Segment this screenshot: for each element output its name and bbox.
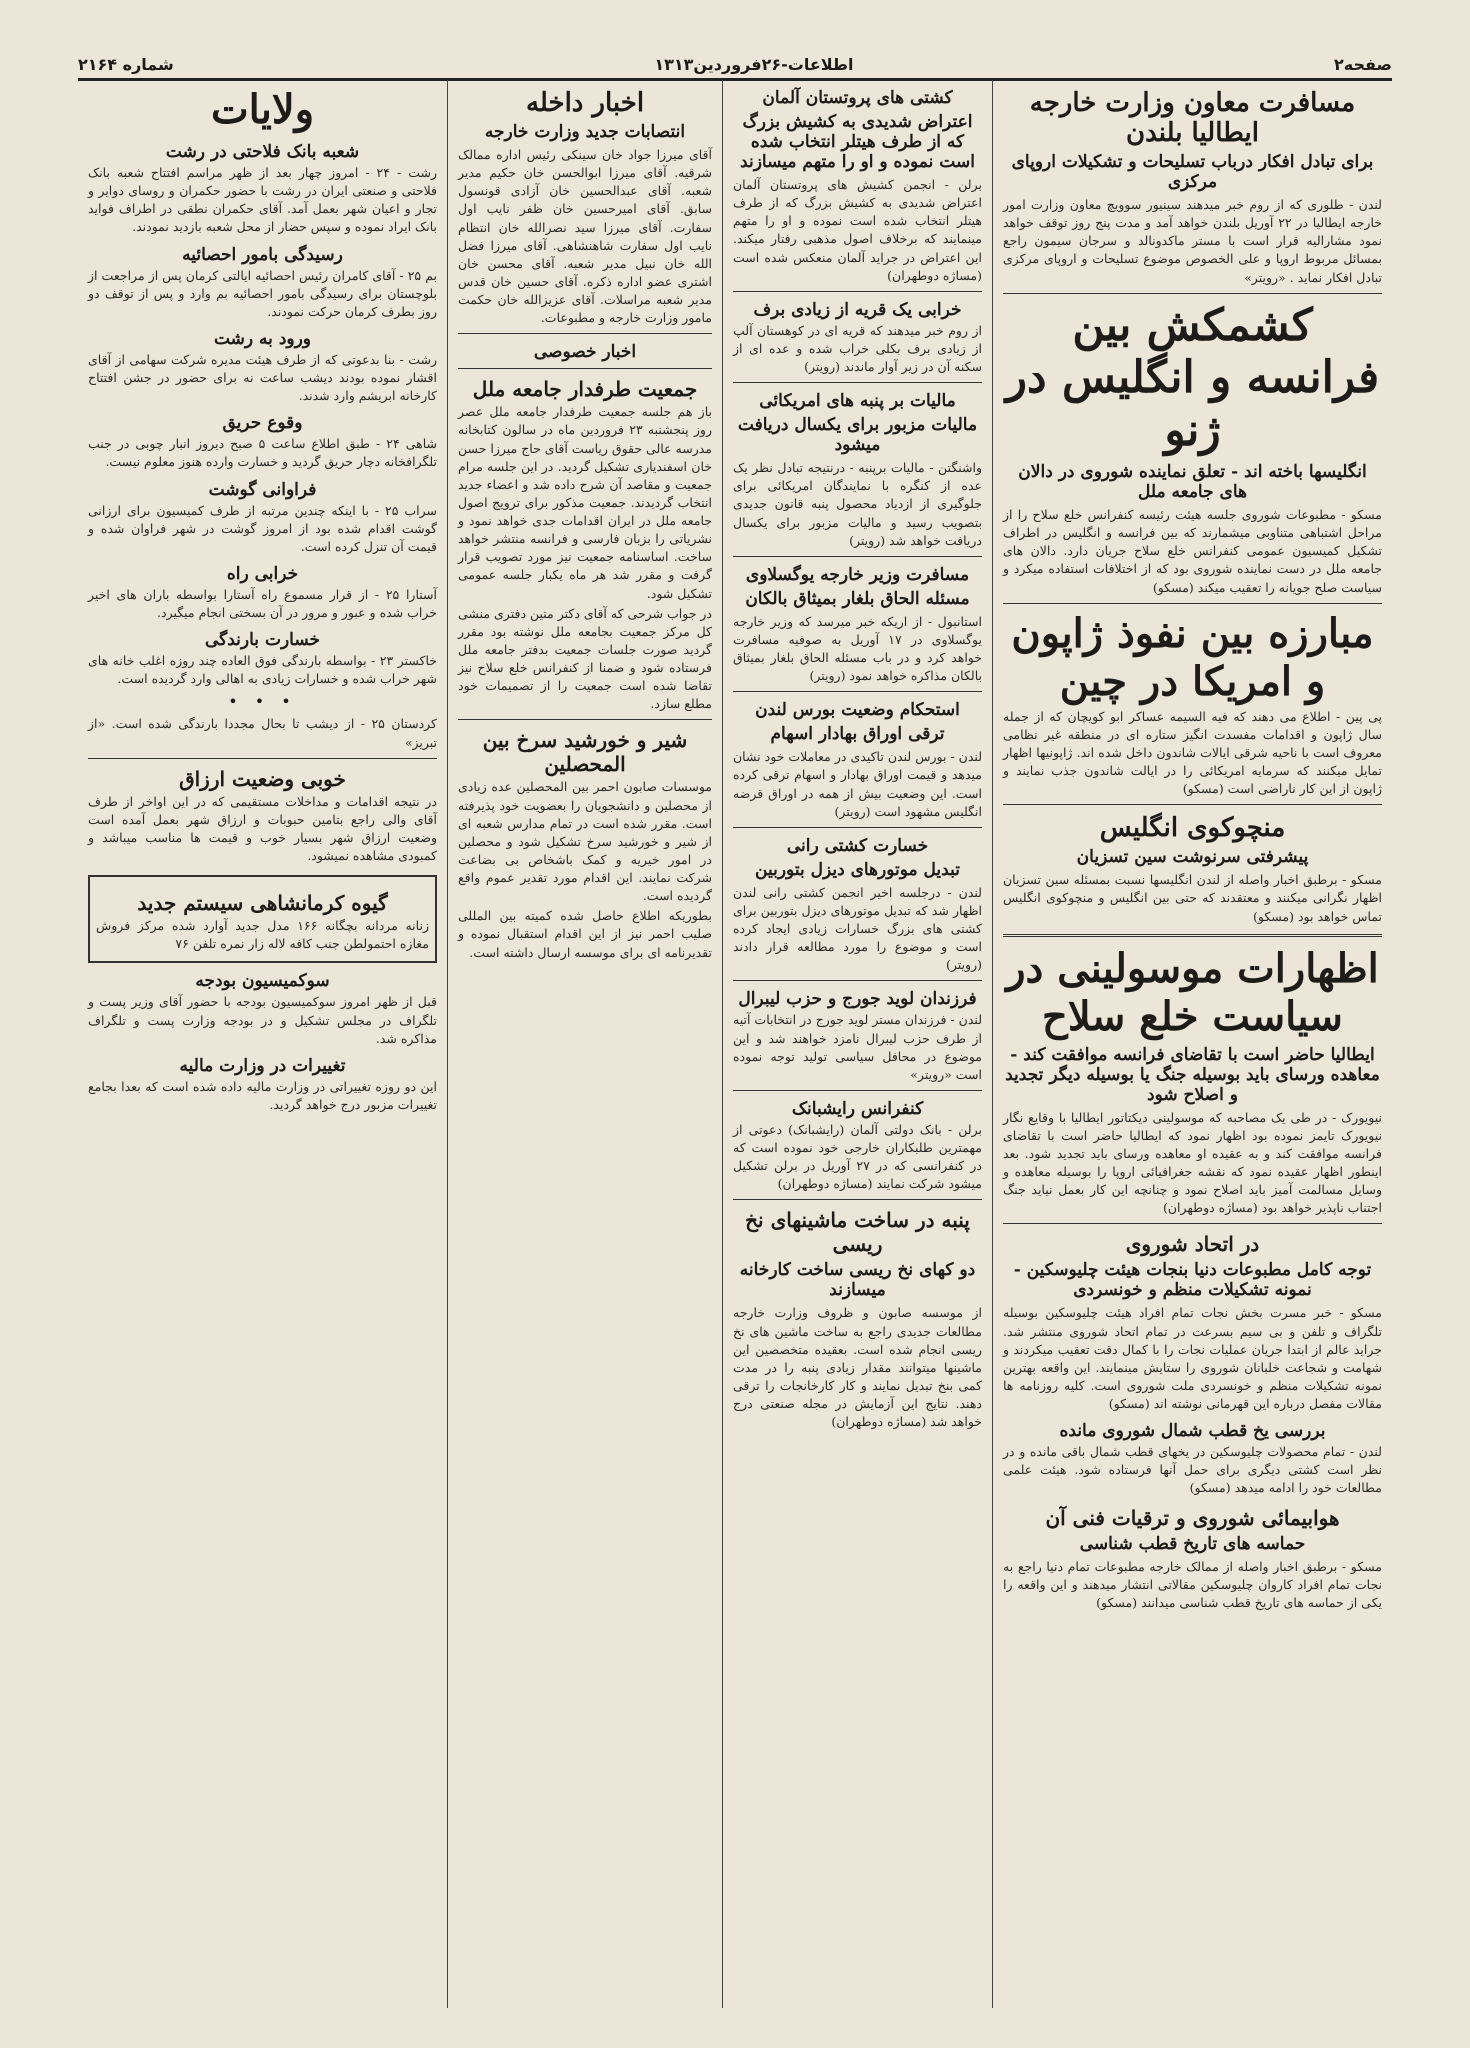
article-body: مسکو - برطبق اخبار واصله از ممالک خارجه مطبوعات تمام دنیا راجع به نجات تمام افراد کاروان چلیوسکین مقالاتی انتشار میدهند و این واقعه را یکی از حماسه های تاریخ قطب شناسی میدانند (مسکو) — [1003, 1558, 1382, 1610]
divider — [88, 758, 437, 759]
advertisement-headline: گیوه کرمانشاهی سیستم جدید — [137, 891, 388, 916]
article-body: بم ۲۵ - آقای کامران رئیس احصائیه ایالتی کرمان پس از مراجعت از بلوچستان برای رسیدگی بامور احصائیه بم وارد و پس از توقف دو روز بطرف کرمان حرکت نمودند. — [88, 267, 437, 319]
article-headline: شعبه بانک فلاحتی در رشت — [165, 142, 360, 162]
article-headline: کشتی های پروتستان آلمان — [762, 88, 953, 108]
section-heading: ولایات — [210, 86, 315, 133]
article-body: باز هم جلسه جمعیت طرفدار جامعه ملل عصر روز پنجشنبه ۲۳ فروردین ماه در سالون کتابخانه مدرسه عالی حقوق ریاست آقای حاج میرزا حسن خان اسفندیاری تشکیل گردید. در این جلسه مرام جمعیت و مقاصد آن شرح داده شد و اعضاء جدید انتخاب گردیدند. جمعیت مذکور برای ترویج اصول جامعه ملل در ایران اقدامات جدی خواهد نمود و نشریاتی را بزبان فارسی و فرانسه منتشر خواهد ساخت. اساسنامه جمعیت نیز مورد تصویب قرار گرفت و مقرر شد هر ماه یکبار جلسه عمومی تشکیل شود. — [458, 404, 713, 601]
divider — [733, 691, 982, 692]
article-body: لندن - فرزندان مستر لوید جورج در انتخابات آتیه از طرف حزب لیبرال نامزد خواهند شد و این موضوع در محافل سیاسی تولید توجه نموده است «رویتر» — [733, 1012, 982, 1082]
article-body: از موسسه صابون و ظروف وزارت خارجه مطالعات جدیدی راجع به ساخت ماشین های نخ ریسی انجام شده است. بعقیده متخصصین این ماشینها میتوانند مقدار زیادی پنبه را در مدت کمی بنخ تبدیل نمایند و کار کارخانجات را ترقی دهند. نتایج این آزمایش در مجله صنعتی درج خواهد شد (مساژه دوطهران) — [733, 1305, 982, 1430]
article-body: رشت - ۲۴ - امروز چهار بعد از ظهر مراسم افتتاح شعبه بانک فلاحتی و صنعتی ایران در رشت با حضور حکمران و روسای دوایر و تجار و اعیان شهر بعمل آمد. آقای حکمران نطقی در اطراف فواید بانک ایراد نموده و سپس حضار از محل شعبه بازدید نمودند. — [88, 165, 437, 235]
article-headline: کنفرانس رایشبانک — [791, 1098, 924, 1119]
advertisement-body: زنانه مردانه بچگانه ۱۶۶ مدل جدید آوارد شده مرکز فروش مغازه احتمولطن جنب کافه لاله زار نمره تلفن ۷۶ — [96, 918, 429, 952]
article-subheadline: مالیات مزبور برای یکسال دریافت میشود — [737, 415, 978, 456]
separator-stars: • • • — [228, 692, 297, 712]
article-body: پی پین - اطلاع می دهند که فیه السیمه عساکر ابو کویچان که از جمله سال ژاپون و اقدامات مفسدت انگیز ستاره ای در منطقه غیر نظامی معروف است با ناحیه شرقی ایالات شاندون داخل شده اند. ژاپونیها اظهار تمایل میکنند که سرمایه امریکائی را در ایالت شاندون جذب نمایند و ژاپون از این کار ناراضی است (مسکو) — [1003, 708, 1382, 797]
article-headline: سوکمیسیون بودجه — [195, 971, 330, 992]
masthead — [78, 34, 1392, 81]
article-headline: خسارت کشتی رانی — [786, 835, 929, 856]
article-headline: هوابیمائی شوروی و ترقیات فنی آن — [1045, 1505, 1340, 1530]
divider — [1003, 804, 1382, 805]
divider — [1003, 293, 1382, 294]
article-body: سراب ۲۵ - با اینکه چندین مرتبه از طرف کمیسیون برای ارزانی گوشت اقدام شده بود از امروز گوشت در شهر فراوان شده و قیمت آن تنزل کرده است. — [88, 502, 438, 554]
divider — [733, 291, 982, 292]
section-heading: اخبار خصوصی — [533, 342, 637, 363]
article-headline: خسارت بارندگی — [204, 630, 321, 651]
divider — [733, 1090, 982, 1091]
article-body: نیویورک - در طی یک مصاحبه که موسولینی دیکتاتور ایطالیا با وقایع نگار نیویورک تایمز نموده بود اظهار نمود که ایطالیا حاضر است با تقاضای فرانسه موافقت کند و به عقیده او معاهده ورسای باید تجدید شود. بعد اینطور اظهار عقیده نمود که نقشه جغرافیائی اروپا را بوسیله معاهده و وسایل مسالمت آمیز باید اصلاح نمود و چنانچه این کار بعمل نیاید جنگ اجتناب ناپذیر خواهد بود (مساژه دوطهران) — [1003, 1109, 1382, 1216]
divider — [733, 827, 982, 828]
column-domestic-news — [447, 80, 722, 2008]
article-headline: فرزندان لوید جورج و حزب لیبرال — [738, 989, 977, 1010]
article-body: مسکو - مطبوعات شوروی جلسه هیئت رئیسه کنفرانس خلع سلاح را از مراحل اشتباهی متناوبی میشمارند که بین فرانسه و انگلیس در اطراف تشکیل کمیسیون عمومی کنفرانس خلع سلاح جریان دارد. دالان های جامعه ملل در دست نماینده شوروی بود که از اختلافات استفاده میکرد و سیاست صلح جویانه را تعقیب میکند (مسکو) — [1003, 507, 1382, 595]
divider — [733, 1199, 982, 1200]
article-headline: استحکام وضعیت بورس لندن — [755, 700, 960, 721]
page-number: صفحه۲ — [1334, 55, 1392, 74]
newspaper-title-date: اطلاعات-۲۶فروردین۱۳۱۳ — [654, 55, 854, 74]
article-body: در جواب شرحی که آقای دکتر متین دفتری منشی کل مرکز جمعیت بجامعه ملل نوشته بود مقرر گردید صورت جلسات جمعیت بدفتر جامعه ملل فرستاده شود و ضمنا از کنفرانس خلع سلاح نیز تقاضا شده است جمعیت را از تصمیمات خود مطلع سازد. — [458, 605, 712, 712]
article-body: برلن - انجمن کشیش های پروتستان آلمان اعتراض شدیدی به کشیش بزرگ که از طرف هیتلر انتخاب شده است نموده و او را متهم مینمایند که برخلاف اصول مذهبی رفتار میکند. این اعتراض در جراید آلمان منعکس شده است (مساژه دوطهران) — [733, 177, 982, 283]
column-provinces — [78, 80, 447, 2008]
article-body: بطوریکه اطلاع حاصل شده کمیته بین المللی صلیب احمر نیز از این اقدام استقبال نموده و تقدیرنامه ای برای موسسه ارسال داشته است. — [458, 908, 712, 960]
article-headline: منچوکوی انگلیس — [1099, 813, 1286, 844]
divider — [458, 333, 712, 334]
divider — [1003, 1223, 1382, 1224]
article-headline: جمعیت طرفدار جامعه ملل — [472, 377, 698, 402]
issue-number: شماره ۲۱۶۴ — [78, 55, 174, 74]
divider — [458, 719, 712, 720]
article-headline: خرابی یک قریه از زیادی برف — [753, 299, 962, 320]
article-subheadline: توجه کامل مطبوعات دنیا بنجات هیئت چلیوسکین - نمونه تشکیلات منظم و خونسردی — [1013, 1260, 1372, 1301]
section-heading: اخبار داخله — [525, 88, 645, 118]
article-subheadline: ایطالیا حاضر است با تقاضای فرانسه موافقت کند - معاهده ورسای باید بوسیله جنگ یا بوسیله دیگر تجدید و اصلاح شود — [1005, 1044, 1380, 1105]
article-headline: خرابی راه — [226, 563, 299, 584]
article-subheadline: حماسه های تاریخ قطب شناسی — [1079, 1533, 1306, 1554]
article-body: در نتیجه اقدامات و مداخلات مستقیمی که در این اواخر از طرف آقای والی راجع بتامین حبوبات و ارزاق شهر بعمل آمده است وضعیت ارزاق شهر بسیار خوب و قیمت ها مناسب میباشد و کمبودی مشاهده نمیشود. — [88, 793, 437, 863]
divider — [1003, 934, 1382, 937]
advertisement-box — [88, 875, 437, 963]
article-body: واشنگتن - مالیات برپنبه - درنتیجه تبادل نظر یک عده از کنگره با نمایندگان امریکائی برای جلوگیری از ازدیاد محصول پنبه قانون جدیدی بتصویب رسید و مالیات مزبور برای یکسال دریافت خواهد شد (رویتر) — [733, 460, 982, 548]
article-headline: شیر و خورشید سرخ بین المحصلین — [482, 728, 688, 777]
article-headline: مالیات بر پنبه های امریکائی — [759, 391, 956, 412]
article-subheadline: انتصابات جدید وزارت خارجه — [484, 122, 686, 142]
article-body: شاهی ۲۴ - طبق اطلاع ساعت ۵ صبح دیروز انبار چوبی در جنب تلگرافخانه دچار حریق گردید و خسارت وارده هنوز معلوم نیست. — [88, 436, 437, 470]
divider — [733, 382, 982, 383]
section-heading: در اتحاد شوروی — [1125, 1232, 1260, 1257]
article-body: قبل از ظهر امروز سوکمیسیون بودجه با حضور آقای وزیر پست و تلگراف در مجلس تشکیل و در بودجه وزارت پست و تلگراف مذاکره شد. — [88, 994, 437, 1046]
article-body: برلن - بانک دولتی آلمان (رایشبانک) دعوتی از مهمترین طلبکاران خارجی خود نموده است که در کنفرانسی که در ۲۷ آوریل در برلن تشکیل میشود شرکت نمایند (مساژه دوطهران) — [733, 1121, 982, 1192]
article-headline: خوبی وضعیت ارزاق — [179, 766, 346, 791]
article-body: مسکو - خبر مسرت بخش نجات تمام افراد هیئت چلیوسکین بوسیله تلگراف و تلفن و بی سیم بسرعت در تمام اتحاد شوروی منتشر شد. جراید عالم از ابتدا جریان عملیات نجات را با کمال دقت تعقیب میکردند و شهامت و شجاعت خلبانان شوروی را ستایش مینمایند. این واقعه بهترین نمونه تشکیلات منظم و خونسردی ملت شوروی است. کلیه روزنامه ها مقالات مفصل درباره این قهرمانی نوشته اند (مسکو) — [1003, 1305, 1382, 1412]
article-body: رشت - بنا بدعوتی که از طرف هیئت مدیره شرکت سهامی از آقای اقشار نموده بودند دیشب ساعت نه برای حضور در جشن افتتاح کارخانه ابریشم وارد شدند. — [88, 351, 437, 404]
article-subheadline: انگلیسها باخته اند - تعلق نماینده شوروی در دالان های جامعه ملل — [1018, 462, 1367, 503]
article-headline: وقوع حریق — [222, 413, 303, 434]
article-headline: کشمکش بین فرانسه و انگلیس در ژنو — [1005, 299, 1380, 457]
article-headline: مسافرت وزیر خارجه یوگسلاوی — [745, 564, 970, 585]
article-body: لندن - بورس لندن تاکیدی در معاملات خود نشان میدهد و قیمت اوراق بهادار و اسهام ترقی کرده است. این وضعیت بیش از همه در اوراق قرضه انگلیس مشهود است (رویتر) — [733, 749, 982, 819]
column-world-news — [722, 80, 992, 2008]
article-subheadline: اعتراض شدیدی به کشیش بزرگ که از طرف هیتلر انتخاب شده است نموده و او را متهم میسازند — [740, 112, 975, 172]
article-body: آقای میرزا جواد خان سینکی رئیس اداره ممالک شرقیه. آقای میرزا ابوالحسن خان حکیم مدیر شعبه. آقای عبدالحسین خان آزادی قونسول سابق. آقای امیرحسین خان ظفر نایب اول سفارت. آقای میرزا سید نصرالله خان انتظام نایب اول سفارت شاهنشاهی. آقای میرزا فضل الله خان نبیل مدیر شعبه. آقای محسن خان اشتری عضو اداره ذکره. آقای حسین خان قدس مدیر شعبه مراسلات. آقای عزیزالله خان حکمت مامور وزارت خارجه و مطبوعات. — [458, 147, 712, 326]
divider — [1003, 603, 1382, 604]
divider — [733, 980, 982, 981]
article-body: این دو روزه تغییراتی در وزارت مالیه داده شده است که بعدا بجامع تغییرات مزبور درج خواهد گردید. — [88, 1078, 437, 1112]
article-headline: مبارزه بین نفوذ ژاپون و امریکا در چین — [1011, 609, 1374, 705]
article-body: استانبول - از اریکه خبر میرسد که وزیر خارجه یوگسلاوی در ۱۷ آوریل به صوفیه مسافرت خواهد کرد و در باب مسئله الحاق بلغار بمیثاق بالکان مذاکره خواهد نمود (رویتر) — [733, 613, 982, 684]
article-headline: رسیدگی بامور احصائیه — [182, 244, 343, 265]
article-headline: ورود به رشت — [213, 328, 312, 349]
article-subheadline: تبدیل موتورهای دیزل بتوربین — [755, 859, 960, 880]
article-headline: مسافرت معاون وزارت خارجه ایطالیا بلندن — [1029, 88, 1356, 148]
article-subheadline: ترقی اوراق بهادار اسهام — [770, 724, 945, 745]
article-body: مسکو - برطبق اخبار واصله از لندن انگلیسها نسبت بمسئله سین تسزیان اظهار نگرانی میکنند و معتقدند که حتی بین انگلیس و منچوکوی انگلیس تماس خواهد بود (مسکو) — [1003, 872, 1382, 924]
divider — [733, 556, 982, 557]
article-body: موسسات صابون احمر بین المحصلین عده زیادی از محصلین و دانشجویان را بعضویت خود پذیرفته است. مقرر شده است در تمام مدارس شعبه ای از شیر و خورشید سرخ تشکیل شود و محصلین در امور خیریه و کمک باشخاص بی بضاعت شرکت نمایند. این اقدام مورد تقدیر عموم واقع گردیده است. — [458, 779, 712, 904]
article-body: لندن - تمام محصولات چلیوسکین در یخهای قطب شمال باقی مانده و در نظر است کشتی دیگری برای حمل آنها فرستاده شود. هیئت علمی مطالعات خود را ادامه میدهد (مسکو) — [1003, 1444, 1382, 1496]
article-body: کردستان ۲۵ - از دیشب تا بحال مجددا بارندگی شده است. «از تبریز» — [88, 716, 438, 750]
article-body: خاکستر ۲۳ - بواسطه بارندگی فوق العاده چند روزه اغلب خانه های شهر خراب شده و خسارات زیادی به اهالی وارد گردیده است. — [88, 653, 437, 687]
article-subheadline: مسئله الحاق بلغار بمیثاق بالکان — [745, 588, 970, 609]
article-headline: فراوانی گوشت — [208, 479, 317, 500]
article-headline: بررسی یخ قطب شمال شوروی مانده — [1059, 1421, 1326, 1442]
article-headline: پنبه در ساخت ماشینهای نخ ریسی — [745, 1208, 970, 1257]
article-body: لندن - طلوری که از روم خبر میدهند سینیور سوویچ معاون وزارت امور خارجه ایطالیا در ۲۲ آوریل بلندن خواهد آمد و مدت پنج روز توقف خواهد نمود مشارالیه قرار است با مستر ماکدونالد و سرجان سیمون راجع بمسائل مربوط اروپا و علی الخصوص موضوع تسلیحات و اروپای مرکزی تبادل افکار نماید . «رویتر» — [1003, 197, 1382, 285]
article-subheadline: پیشرفتی سرنوشت سین تسزیان — [1076, 847, 1309, 868]
article-headline: تغییرات در وزارت مالیه — [179, 1055, 346, 1076]
article-subheadline: دو کهای نخ ریسی ساخت کارخانه میسازند — [739, 1260, 976, 1301]
article-subheadline: برای تبادل افکار درباب تسلیحات و تشکیلات اروپای مرکزی — [1011, 152, 1374, 192]
column-foreign-news — [992, 80, 1392, 2008]
article-body: از روم خبر میدهند که قریه ای در کوهستان آلپ از زیادی برف بکلی خراب شده و عده ای از سکنه آن در زیر آوار ماندند (رویتر) — [733, 322, 982, 374]
article-body: آستارا ۲۵ - از قرار مسموع راه آستارا بواسطه باران های اخیر خراب شده و عبور و مرور در آن بسختی انجام میگیرد. — [88, 586, 437, 620]
article-headline: اظهارات موسولینی در سیاست خلع سلاح — [1006, 944, 1379, 1040]
divider — [458, 368, 712, 369]
article-body: لندن - درجلسه اخیر انجمن کشتی رانی لندن اظهار شد که تبدیل موتورهای دیزل بتوربین برای کشتی های بزرگ خسارات زیادی ایجاد کرده است و موضوع را مورد مطالعه قرار دادند (رویتر) — [733, 884, 982, 973]
